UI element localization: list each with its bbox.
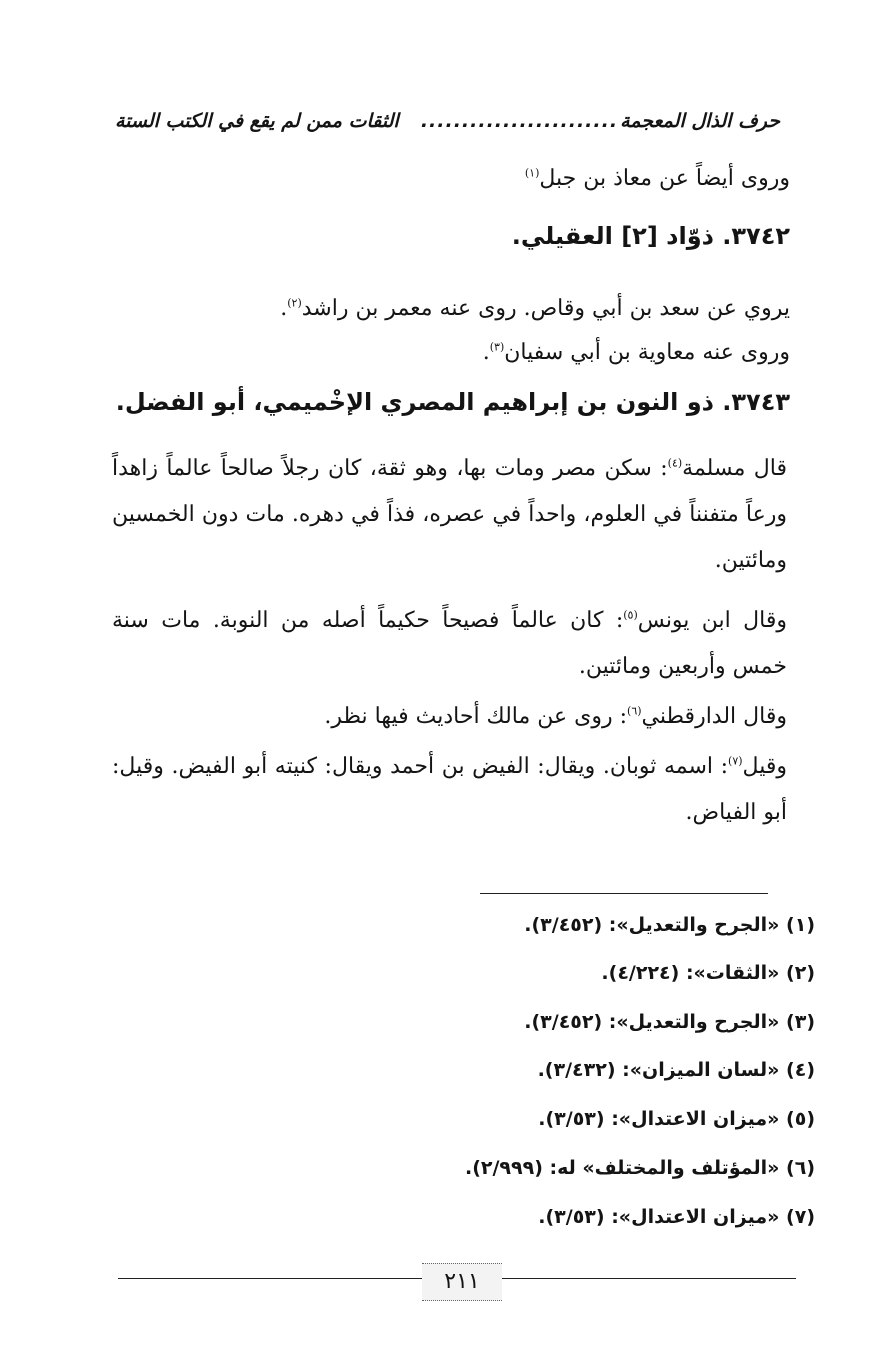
paragraph-ibn-yunus-body: : كان عالماً فصيحاً حكيماً أصله من النوبة. مات سنة خمس وأربعين ومائتين. [112, 608, 787, 679]
paragraph-ibn-yunus-lead: وقال ابن يونس [637, 608, 787, 633]
header-dots: ........................ [420, 110, 619, 132]
footnote-ref-2: (٢) [287, 296, 302, 310]
paragraph-daraqutni [112, 694, 787, 740]
text-line-2-body: يروي عن سعد بن أبي وقاص. روى عنه معمر بن راشد [301, 296, 790, 321]
paragraph-ibn-yunus [112, 598, 787, 690]
paragraph-daraqutni-lead: وقال الدارقطني [641, 704, 787, 729]
bottom-rule-right [502, 1278, 796, 1279]
footnote-4: (٤) «لسان الميزان»: (٣/٤٣٢). [537, 1059, 815, 1081]
footnote-2: (٢) «الثقات»: (٤/٢٢٤). [601, 962, 815, 984]
page-number: ٢١١ [422, 1263, 502, 1301]
paragraph-maslama-body: : سكن مصر ومات بها، وهو ثقة، كان رجلاً صالحاً عالماً زاهداً ورعاً متفنناً في العلوم، واحداً في عصره، فذاً في دهره. مات دون الخمسين ومائتين. [112, 456, 787, 573]
text-line-1 [110, 166, 790, 191]
footnote-3: (٣) «الجرح والتعديل»: (٣/٤٥٢). [524, 1011, 815, 1033]
text-line-3 [110, 340, 790, 365]
footnote-ref-6: (٦) [627, 704, 642, 718]
bottom-rule-left [118, 1278, 422, 1279]
footnote-ref-5: (٥) [623, 608, 638, 622]
header-book-title: الثقات ممن لم يقع في الكتب الستة [115, 110, 399, 132]
footnote-ref-3: (٣) [489, 340, 505, 354]
footnote-6: (٦) «المؤتلف والمختلف» له: (٢/٩٩٩). [464, 1157, 815, 1179]
text-line-2 [110, 296, 790, 321]
text-line-3-body: وروى عنه معاوية بن أبي سفيان [504, 340, 790, 365]
text-line-3-end: . [482, 340, 490, 365]
paragraph-qila [112, 744, 787, 836]
paragraph-maslama [112, 446, 787, 584]
paragraph-qila-lead: وقيل [742, 754, 787, 779]
paragraph-maslama-lead: قال مسلمة [682, 456, 787, 481]
header-chapter: حرف الذال المعجمة [620, 110, 780, 132]
entry-heading-3743: ٣٧٤٣. ذو النون بن إبراهيم المصري الإخْميمي، أبو الفضل. [115, 388, 790, 416]
footnote-5: (٥) «ميزان الاعتدال»: (٣/٥٣). [538, 1108, 815, 1130]
paragraph-daraqutni-body: : روى عن مالك أحاديث فيها نظر. [324, 704, 628, 729]
running-header [115, 100, 780, 142]
footnote-1: (١) «الجرح والتعديل»: (٣/٤٥٢). [524, 914, 815, 936]
paragraph-qila-body: : اسمه ثوبان. ويقال: الفيض بن أحمد ويقال: كنيته أبو الفيض. وقيل: أبو الفياض. [112, 754, 787, 825]
entry-heading-3742: ٣٧٤٢. ذوّاد [٢] العقيلي. [511, 222, 790, 250]
footnote-7: (٧) «ميزان الاعتدال»: (٣/٥٣). [538, 1206, 815, 1228]
text-line-2-end: . [280, 296, 288, 321]
text-line-1-body: وروى أيضاً عن معاذ بن جبل [539, 166, 790, 191]
header-right [421, 110, 780, 132]
footnote-ref-4: (٤) [667, 456, 683, 470]
footnote-ref-7: (٧) [728, 754, 743, 768]
footnote-separator [480, 893, 768, 894]
footnote-ref-1: (١) [524, 166, 540, 180]
